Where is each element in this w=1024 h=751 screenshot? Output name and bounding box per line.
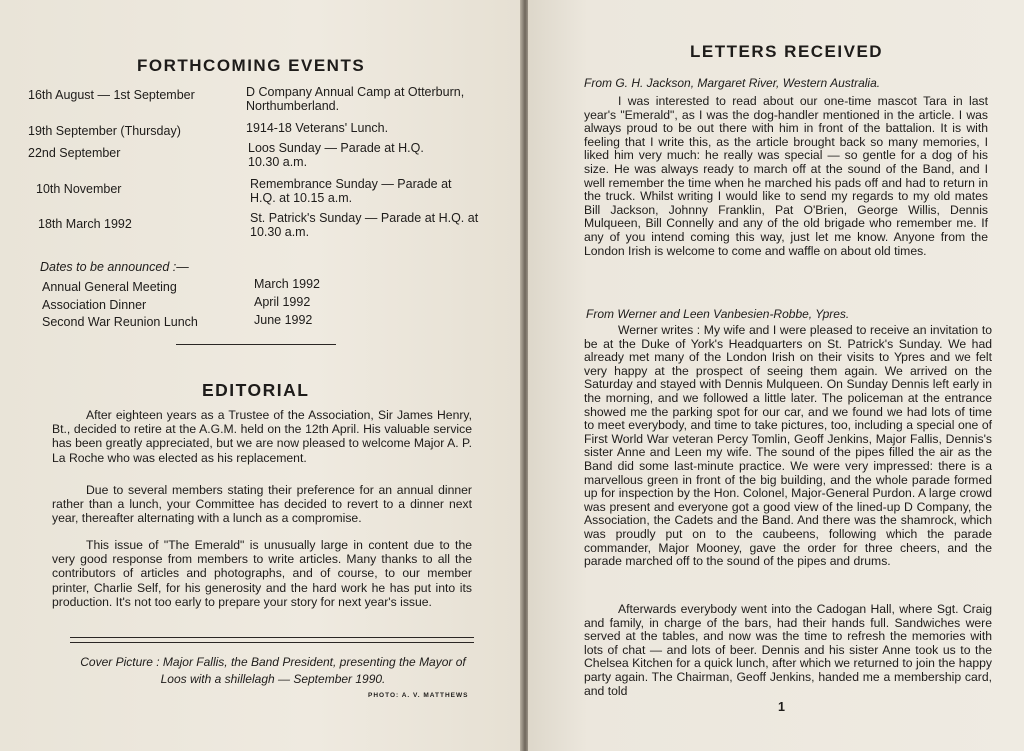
editorial-paragraph: This issue of "The Emerald" is unusually large in content due to the very good response from members to write articles. Many thanks to all the contributors of articles and photographs, and of course, to our member printer, Charlie Self, for his generosity and the hard work he has put into its production. It's not too early to prepare your story for next year's issue. [52,538,472,609]
event-date: 16th August — 1st September [28,88,195,102]
editorial-title: EDITORIAL [202,380,310,400]
editorial-paragraph: Due to several members stating their preference for an annual dinner rather than a lunch, your Committee has decided to revert to a dinner next year, thereafter alternating with a lunch as a compromise. [52,483,472,526]
page-number: 1 [778,700,785,714]
event-description: 1914-18 Veterans' Lunch. [246,121,389,135]
tba-item-label: Annual General Meeting [42,280,177,294]
event-date: 10th November [36,182,122,196]
divider [176,344,336,345]
tba-item-label: Association Dinner [42,298,147,312]
event-description: Remembrance Sunday — Parade at H.Q. at 10.15 a.m. [250,177,452,205]
forthcoming-events-title: FORTHCOMING EVENTS [137,56,366,75]
event-date: 18th March 1992 [38,217,132,231]
event-date: 19th September (Thursday) [28,124,181,138]
event-date: 22nd September [28,146,121,160]
event-description: D Company Annual Camp at Otterburn, Northumberland. [246,85,465,113]
letter-sender: From Werner and Leen Vanbesien-Robbe, Ypres. [586,307,850,321]
double-rule-bottom [70,642,474,643]
letter-body: Werner writes : My wife and I were pleased to receive an invitation to be at the Duke of York's Headquarters on St. Patrick's Sunday. We had already met many of the London Irish on their visits to Ypres and we felt very happy at the prospect of seeing them again. We arrived on the Saturday and stayed with Dennis Mulqueen. On Sunday Dennis left early in the morning, and we followed a little later. The policeman at the entrance showed me the parking spot for our car, and we found we had lots of time to meet everybody, and time to take pictures, too, including a special one of First World War veteran Percy Tomlin, Geoff Jenkins, Major Fallis, Dennis's sister Anne and Leen my wife. The sound of the pipes filled the air as the Band did some last-minute practice. We were very impressed: there is a marvellous green in front of the big building, and the whole parade formed up for inspection by the Hon. Colonel, Major-General Purdon. A large crowd was present and everyone got a good view of the lined-up D Company, the Association, the Cadets and the Band. And there was the shamrock, which was proudly put on to the caubeens, following which the parade commander, Major Mooney, gave the order for three cheers, and the parade marched off to the sound of the pipes and drums. [584,323,992,569]
editorial-paragraph: After eighteen years as a Trustee of the Association, Sir James Henry, Bt., decided to retire at the A.G.M. held on the 12th April. His valuable service has been greatly appreciated, but we are now pleased to welcome Major A. P. La Roche who was elected as his replacement. [52,408,472,465]
event-description: Loos Sunday — Parade at H.Q. 10.30 a.m. [248,141,424,169]
tba-item-label: Second War Reunion Lunch [42,315,198,329]
double-rule-top [70,637,474,638]
letter-body: Afterwards everybody went into the Cadogan Hall, where Sgt. Craig and family, in charge of the bars, had their hands full. Sandwiches were served at the tables, and now was the time to refresh the memories with lots of chat — and lots of beer. Dennis and his sister Anne took us to the Chelsea Kitchen for a quick lunch, after which we returned to join the happy party again. The Chairman, Geoff Jenkins, handed me a membership card, and told [584,602,992,698]
tba-item-date: April 1992 [254,295,311,309]
cover-picture-caption: Cover Picture : Major Fallis, the Band President, presenting the Mayor of Loos with a shillelagh — September 1990. [80,655,466,686]
letter-body: I was interested to read about our one-time mascot Tara in last year's "Emerald", as I was the dog-handler mentioned in the article. I was always proud to be out there with him in front of the battalion. It is with feeling that I write this, as the article brought back so many memories, I liked him very much: he really was special — so gentle for a dog of his size. He was always ready to march off at the sound of the Band, and I well remember the time when he marched his pads off and had to return in the truck. Whilst writing I would like to send my regards to my old mates Bill Jackson, Johnny Franklin, Pat O'Brien, George Willis, Dennis Mulqueen, Bill Connelly and any of the old brigade who remember me. If any of you intend coming this way, just let me know. Anyone from the London Irish is welcome to come and waffle on about old times. [584,94,988,258]
letters-received-title: LETTERS RECEIVED [690,42,884,61]
right-page [528,0,1024,751]
dates-tba-heading: Dates to be announced :— [40,260,189,274]
letter-sender: From G. H. Jackson, Margaret River, Western Australia. [584,76,881,90]
tba-item-date: June 1992 [254,313,313,327]
photo-credit: PHOTO: A. V. MATTHEWS [368,692,469,699]
event-description: St. Patrick's Sunday — Parade at H.Q. at 10.30 a.m. [250,211,479,239]
tba-item-date: March 1992 [254,277,321,291]
